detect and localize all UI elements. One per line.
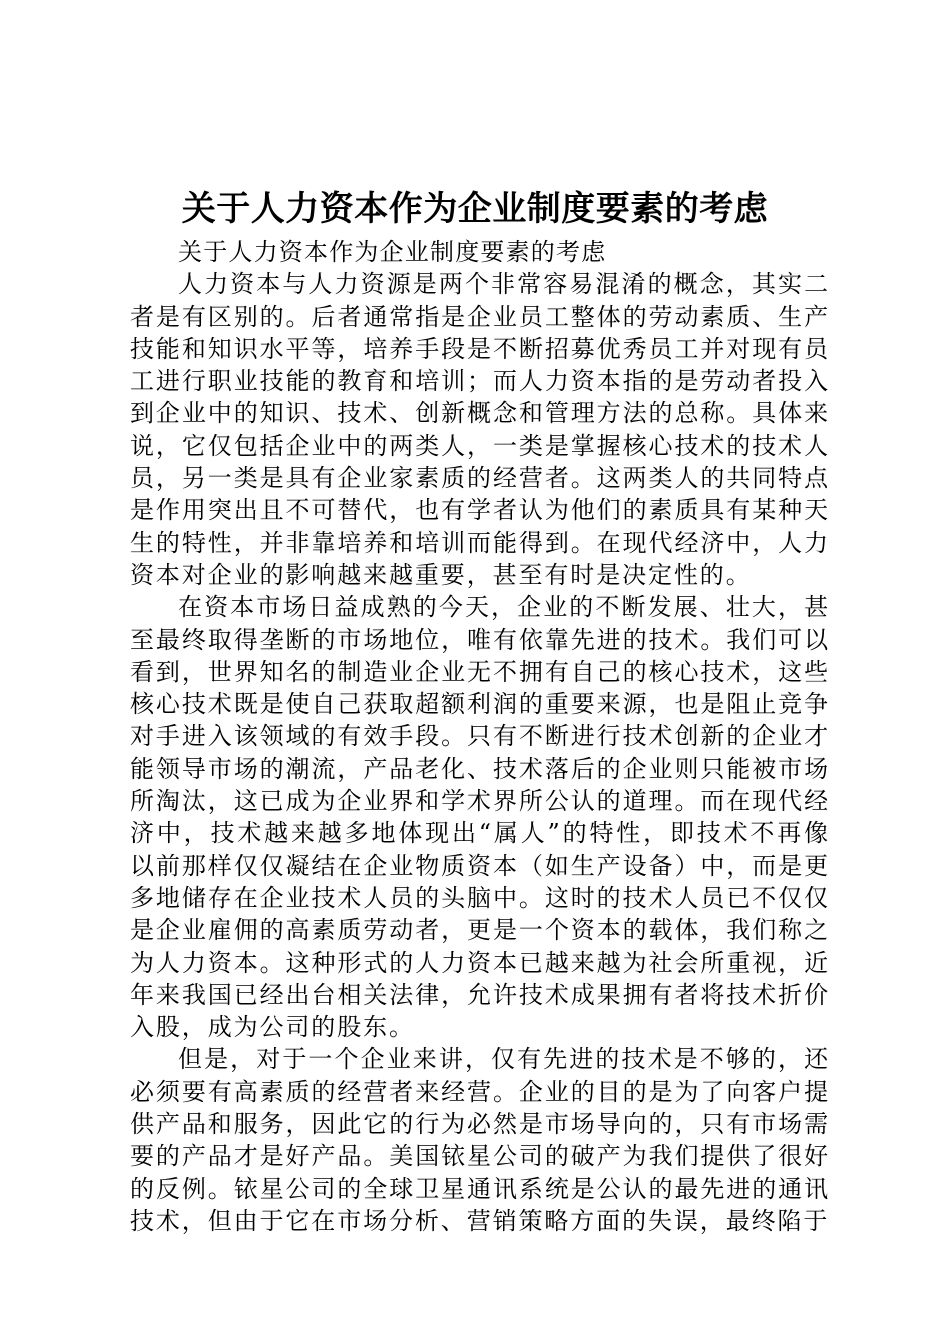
paragraph-3: 但是，对于一个企业来讲，仅有先进的技术是不够的，还必须要有高素质的经营者来经营。企业的目的是为了向客户提供产品和服务，因此它的行为必然是市场导向的，只有市场需要的产品才是好产品。美国铱星公司的破产为我们提供了很好的反例。铱星公司的全球卫星通讯系统是公认的最先进的通讯技术，但由于它在市场分析、营销策略方面的失误，最终陷于 [130, 1045, 830, 1235]
paragraph-2: 在资本市场日益成熟的今天，企业的不断发展、壮大，甚至最终取得垄断的市场地位，唯有依靠先进的技术。我们可以看到，世界知名的制造业企业无不拥有自己的核心技术，这些核心技术既是使自己获取超额利润的重要来源，也是阻止竞争对手进入该领域的有效手段。只有不断进行技术创新的企业才能领导市场的潮流，产品老化、技术落后的企业则只能被市场所淘汰，这已成为企业界和学术界所公认的道理。而在现代经济中，技术越来越多地体现出“属人”的特性，即技术不再像以前那样仅仅凝结在企业物质资本（如生产设备）中，而是更多地储存在企业技术人员的头脑中。这时的技术人员已不仅仅是企业雇佣的高素质劳动者，更是一个资本的载体，我们称之为人力资本。这种形式的人力资本已越来越为社会所重视，近年来我国已经出台相关法律，允许技术成果拥有者将技术折价入股，成为公司的股东。 [130, 593, 830, 1042]
document-subtitle: 关于人力资本作为企业制度要素的考虑 [178, 238, 607, 266]
paragraph-1: 人力资本与人力资源是两个非常容易混淆的概念，其实二者是有区别的。后者通常指是企业员工整体的劳动素质、生产技能和知识水平等，培养手段是不断招募优秀员工并对现有员工进行职业技能的教育和培训；而人力资本指的是劳动者投入到企业中的知识、技术、创新概念和管理方法的总称。具体来说，它仅包括企业中的两类人，一类是掌握核心技术的技术人员，另一类是具有企业家素质的经营者。这两类人的共同特点是作用突出且不可替代，也有学者认为他们的素质具有某种天生的特性，并非靠培养和培训而能得到。在现代经济中，人力资本对企业的影响越来越重要，甚至有时是决定性的。 [130, 270, 830, 589]
document-title: 关于人力资本作为企业制度要素的考虑 [181, 189, 769, 229]
document-body [130, 236, 830, 1237]
